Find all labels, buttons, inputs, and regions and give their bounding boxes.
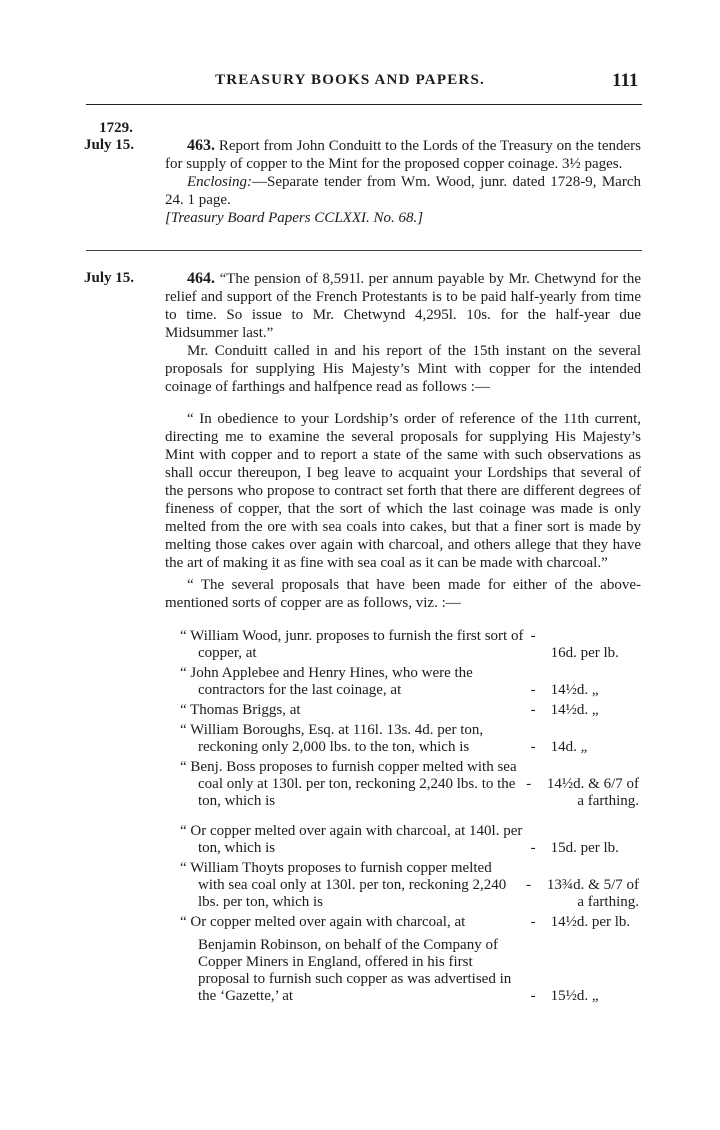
margin-date: July 15. <box>84 270 135 286</box>
proposal-description: “ Or copper melted over again with charcoal, at 140l. per ton, which is <box>180 823 523 856</box>
table-row <box>180 937 645 1005</box>
proposal-price: 13¾d. & 5/7 of a farthing. <box>546 877 640 910</box>
table-row <box>180 702 645 719</box>
leader-dash: - <box>530 840 536 856</box>
proposal-price: 14½d. „ <box>550 682 599 698</box>
page-number: 111 <box>612 70 639 91</box>
table-row <box>180 759 645 810</box>
entry-text: Report from John Conduitt to the Lords of the Treasury on the tenders for supply of copper to the Mint for the proposed copper coinage. 3½ pages. <box>165 138 642 172</box>
proposal-price: 15d. per lb. <box>550 840 619 856</box>
table-row <box>180 823 645 857</box>
entry-number: 464. <box>187 270 215 287</box>
entry-divider <box>86 250 642 251</box>
leader-dash: - <box>526 877 532 893</box>
margin-year: 1729. <box>99 120 133 136</box>
proposal-price: 14½d. „ <box>550 702 599 718</box>
archive-reference: [Treasury Board Papers CCLXXI. No. 68.] <box>165 210 424 226</box>
proposals-table <box>180 628 645 1008</box>
proposal-description: “ Thomas Briggs, at <box>180 702 301 718</box>
table-row <box>180 914 645 931</box>
leader-dash: - <box>530 914 536 930</box>
proposal-description: “ William Boroughs, Esq. at 116l. 13s. 4d. per ton, reckoning only 2,000 lbs. to the ton, which is <box>180 722 484 755</box>
proposal-description: “ Benj. Boss proposes to furnish copper melted with sea coal only at 130l. per ton, reckoning 2,240 lbs. to the ton, which is <box>180 759 517 809</box>
proposal-description: “ Or copper melted over again with charcoal, at <box>180 914 466 930</box>
entry-463 <box>165 137 641 227</box>
table-row <box>180 722 645 756</box>
proposal-price: 14d. „ <box>550 739 588 755</box>
proposal-description: “ William Thoyts proposes to furnish copper melted with sea coal only at 130l. per ton, reckoning 2,240 lbs. per ton, which is <box>180 860 507 910</box>
leader-dash: - <box>530 628 536 644</box>
proposal-price: 15½d. „ <box>550 988 599 1004</box>
leader-dash: - <box>530 702 536 718</box>
proposal-price: 14½d. & 6/7 of a farthing. <box>546 776 640 809</box>
header-rule <box>86 104 642 105</box>
report-paragraph: “ The several proposals that have been made for either of the above-mentioned sorts of copper are as follows, viz. :— <box>165 577 641 611</box>
enclosing-text: —Separate tender from Wm. Wood, junr. dated 1728-9, March 24. 1 page. <box>165 174 641 208</box>
proposal-description: “ William Wood, junr. proposes to furnish the first sort of copper, at <box>180 628 524 661</box>
entry-number: 463. <box>187 137 215 154</box>
table-row <box>180 628 645 662</box>
proposal-price: 14½d. per lb. <box>550 914 631 930</box>
entry-paragraph: “The pension of 8,591l. per annum payable by Mr. Chetwynd for the relief and support of the French Protestants is to be paid half-yearly from time to time. So issue to Mr. Chetwynd 4,295l. 10s. for the half-year due Midsummer last.” <box>165 271 642 341</box>
leader-dash: - <box>530 988 536 1004</box>
leader-dash: - <box>530 739 536 755</box>
proposal-price: 16d. per lb. <box>550 645 619 661</box>
proposal-description: “ John Applebee and Henry Hines, who were the contractors for the last coinage, at <box>180 665 473 698</box>
enclosing-label: Enclosing: <box>187 174 252 190</box>
entry-paragraph: Mr. Conduitt called in and his report of the 15th instant on the several proposals for supplying His Majesty’s Mint with copper for the intended coinage of farthings and halfpence read as follows :— <box>165 343 641 395</box>
report-paragraph: “ In obedience to your Lordship’s order of reference of the 11th current, directing me to examine the several proposals for supplying His Majesty’s Mint with copper and to report a state of the same with such observations as shall occur thereupon, I beg leave to acquaint your Lordships that several of the persons who propose to contract set forth that there are different degrees of fineness of copper, that the sort of which the last coinage was made is only melted from the ore with sea coals into cakes, but that a finer sort is made by melting those cakes over again with charcoal, and others allege that they have the art of making it as fine with sea coal as it can be made with charcoal.” <box>165 411 641 571</box>
table-row <box>180 665 645 699</box>
running-head: TREASURY BOOKS AND PAPERS. <box>215 72 485 88</box>
entry-464 <box>165 270 641 396</box>
leader-dash: - <box>526 776 532 792</box>
quoted-report <box>165 410 641 612</box>
table-row <box>180 860 645 911</box>
leader-dash: - <box>530 682 536 698</box>
proposal-description: Benjamin Robinson, on behalf of the Company of Copper Miners in England, offered in his first proposal to furnish such copper as was advertised in the ‘Gazette,’ at <box>198 937 512 1004</box>
margin-date: July 15. <box>84 137 135 153</box>
